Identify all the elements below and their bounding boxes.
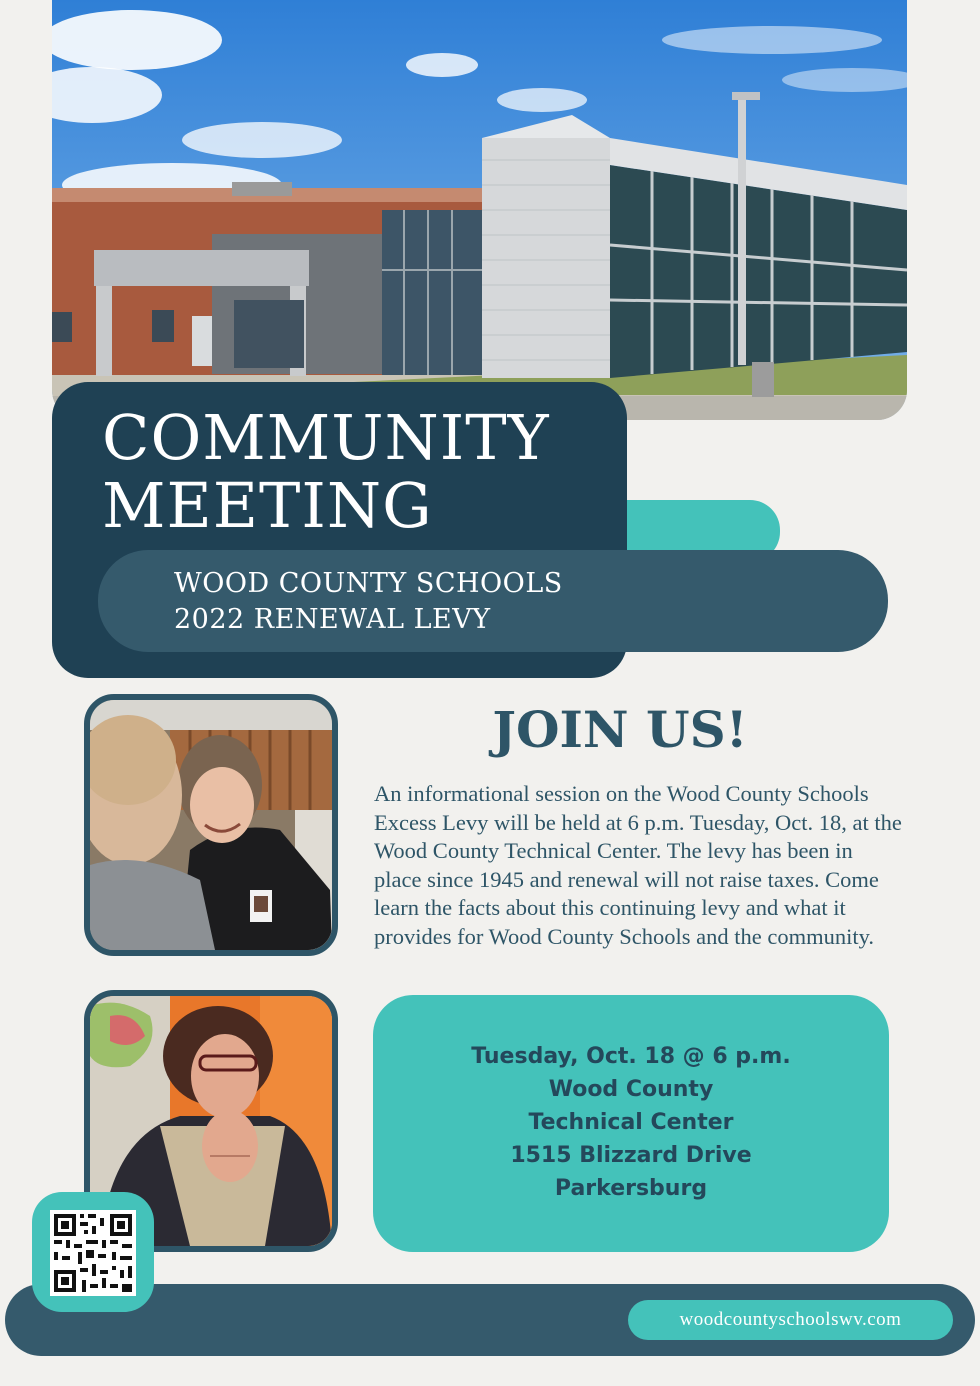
subtitle-line-2: 2022 RENEWAL LEVY <box>174 604 491 635</box>
title-line-2: MEETING <box>102 469 433 542</box>
website-link[interactable]: woodcountyschoolswv.com <box>628 1300 953 1340</box>
event-date-time: Tuesday, Oct. 18 @ 6 p.m. <box>471 1044 791 1069</box>
page-title <box>102 401 550 542</box>
event-address: 1515 Blizzard Drive <box>510 1143 752 1168</box>
event-city: Parkersburg <box>554 1176 708 1201</box>
subtitle <box>174 566 563 638</box>
event-details <box>373 1040 889 1205</box>
event-venue-line-2: Technical Center <box>528 1110 734 1135</box>
event-description: An informational session on the Wood County Schools Excess Levy will be held at 6 p.m. Tuesday, Oct. 18, at the Wood County Technical Center. The levy has been in place since 1945 and renewal will not raise taxes. Come learn the facts about this continuing levy and what it provides for Wood County Schools and the community. <box>374 781 902 949</box>
title-line-1: COMMUNITY <box>102 401 550 474</box>
nurse-photo <box>84 694 338 956</box>
join-us-heading: JOIN US! <box>492 700 748 759</box>
event-venue-line-1: Wood County <box>548 1077 714 1102</box>
qr-code-icon[interactable] <box>50 1210 136 1296</box>
subtitle-line-1: WOOD COUNTY SCHOOLS <box>174 568 563 599</box>
hero-building-photo <box>52 0 907 420</box>
